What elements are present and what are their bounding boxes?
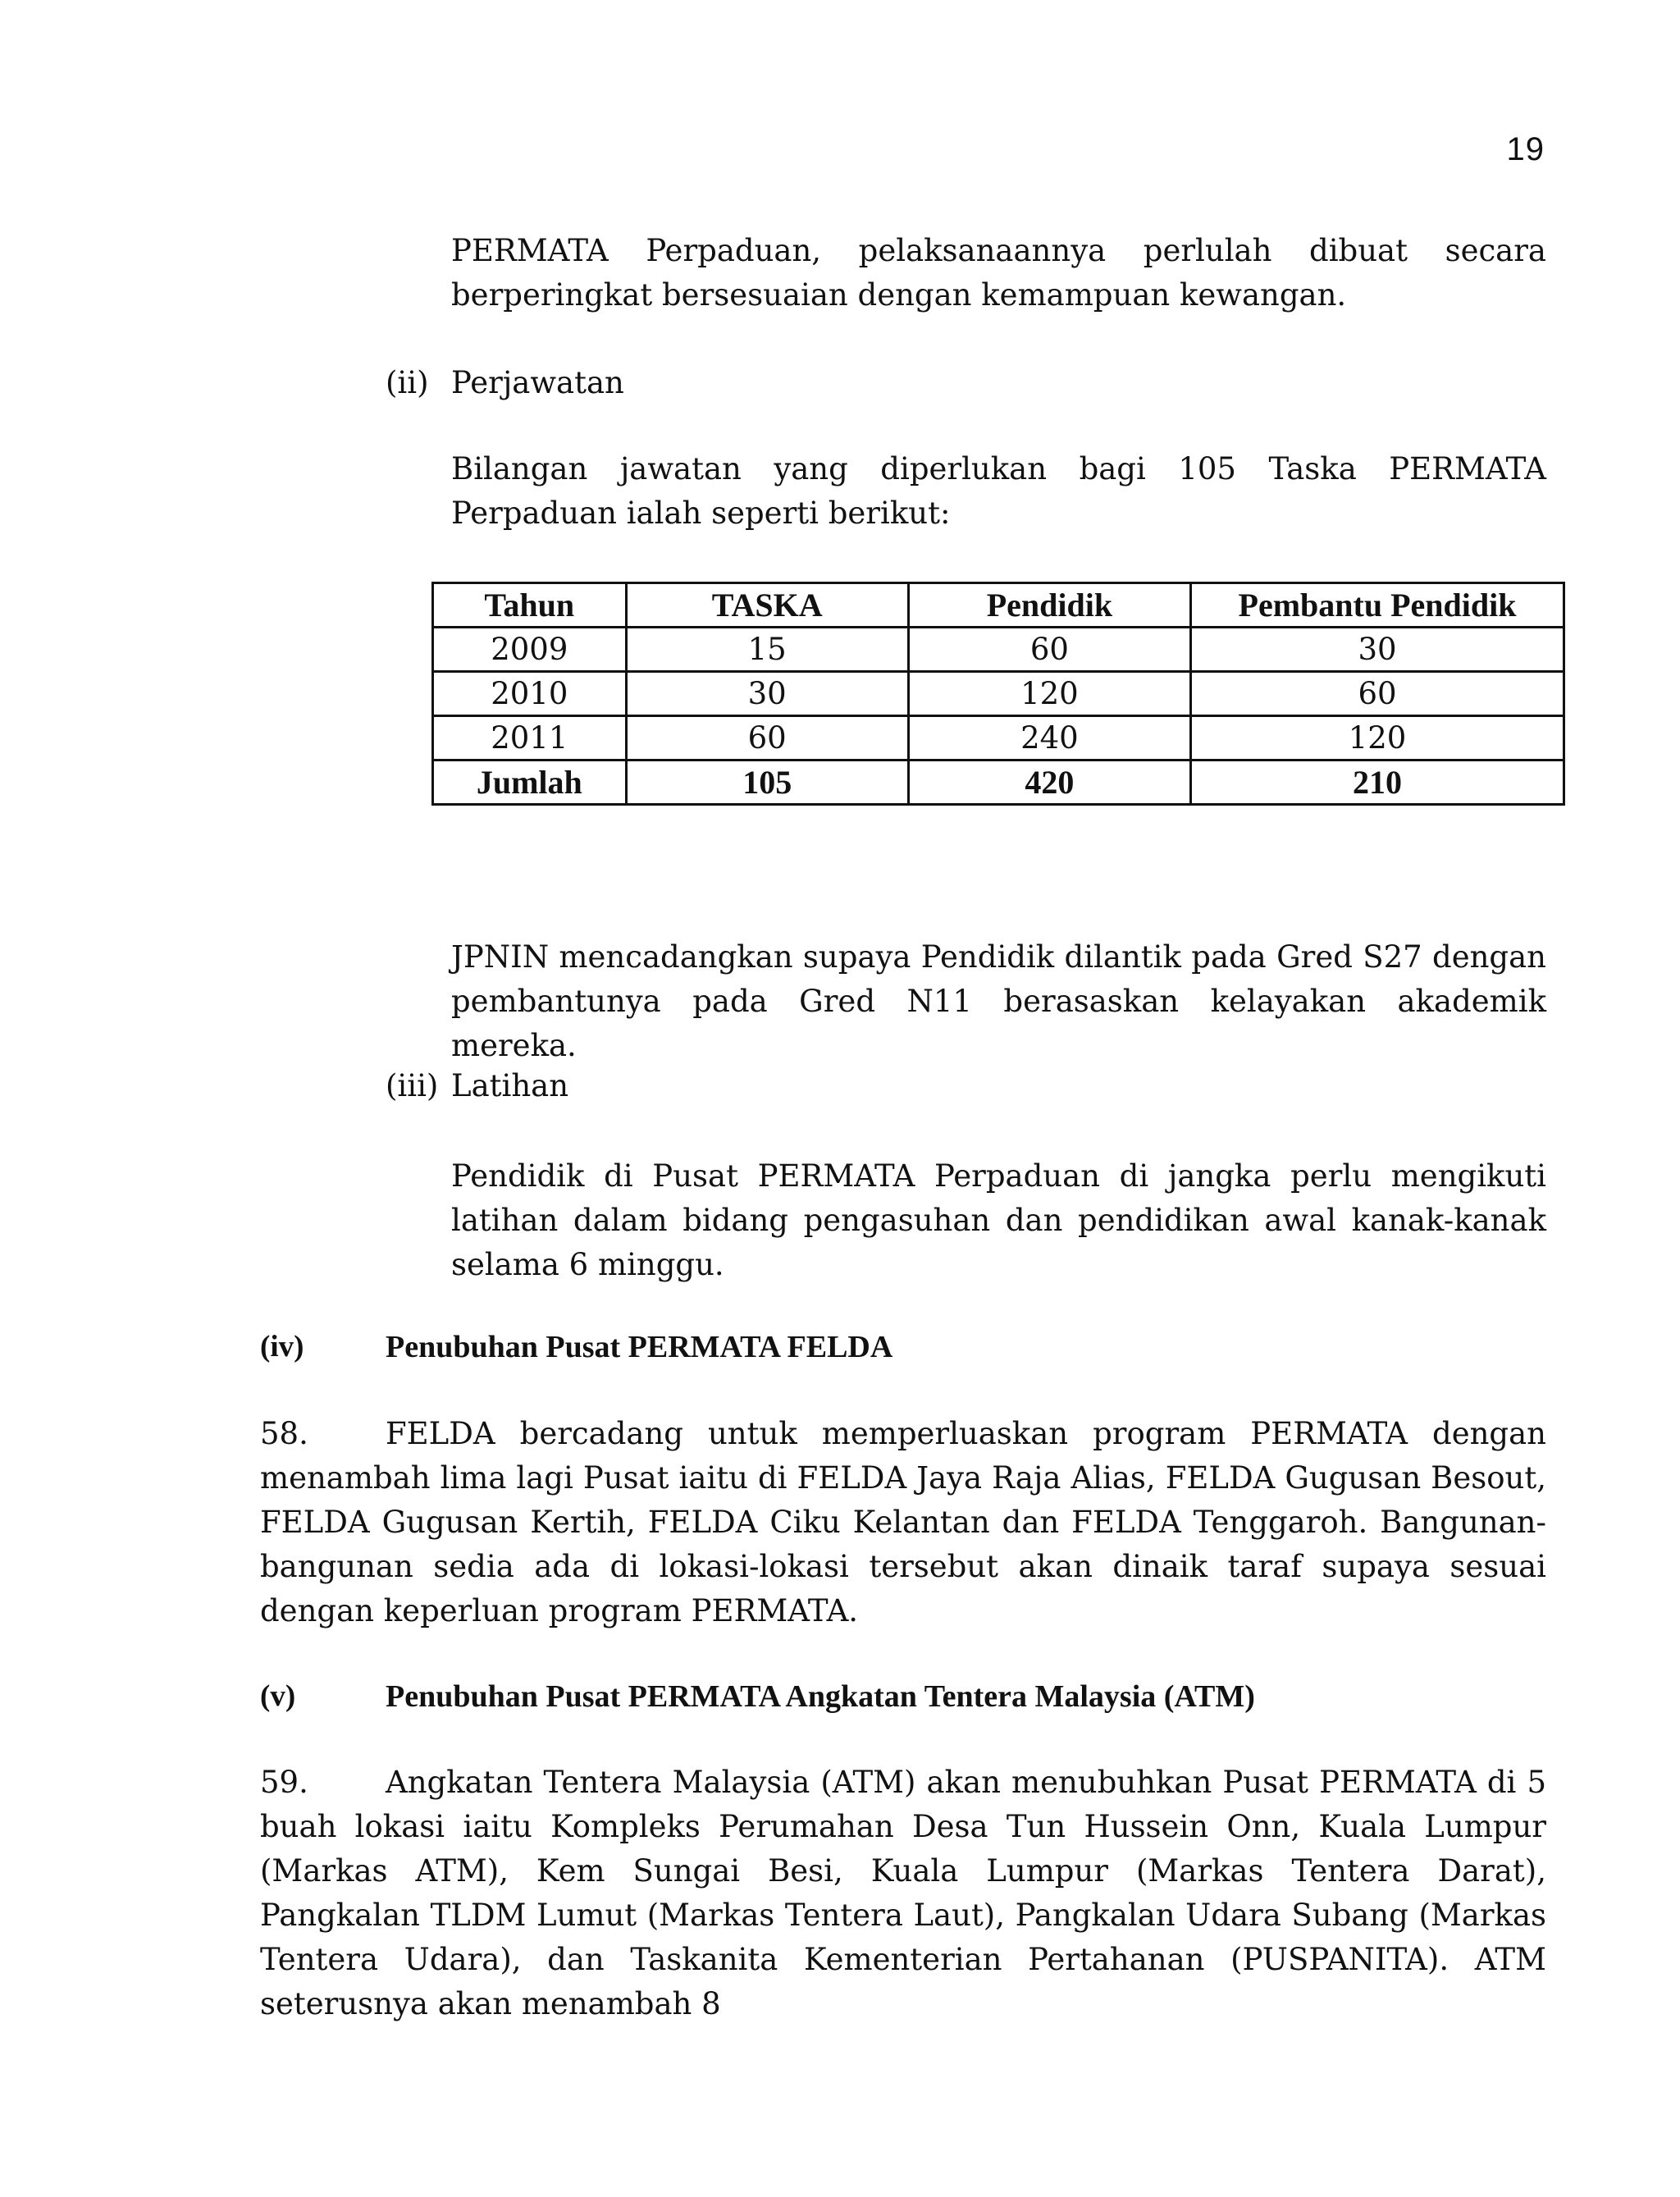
total-taska: 105 (626, 760, 908, 805)
section-iii-body: Pendidik di Pusat PERMATA Perpaduan di jangka perlu mengikuti latihan dalam bidang pengasuhan dan pendidikan awal kanak-kanak selama 6 minggu. (451, 1158, 1546, 1282)
table-total-row (433, 760, 1564, 805)
section-ii-label: (ii) (386, 365, 429, 400)
section-iv-label: (iv) (260, 1330, 304, 1363)
paragraph-number: 58. (260, 1416, 308, 1451)
table-cell: 120 (908, 672, 1190, 716)
total-label: Jumlah (433, 760, 627, 805)
total-pendidik: 420 (908, 760, 1190, 805)
table-cell: 30 (626, 672, 908, 716)
table-cell: 2010 (433, 672, 627, 716)
section-v-title: Penubuhan Pusat PERMATA Angkatan Tentera Malaysia (ATM) (386, 1679, 1255, 1714)
staffing-table (431, 582, 1565, 806)
paragraph-58 (260, 1412, 1546, 1633)
section-ii-note: JPNIN mencadangkan supaya Pendidik dilantik pada Gred S27 dengan pembantunya pada Gred N11 berasaskan kelayakan akademik mereka. (451, 939, 1546, 1063)
total-pembantu-pendidik: 210 (1191, 760, 1564, 805)
table-cell: 2009 (433, 628, 627, 672)
table-cell: 240 (908, 716, 1190, 760)
table-cell: 30 (1191, 628, 1564, 672)
table-cell: 120 (1191, 716, 1564, 760)
paragraph-text: Angkatan Tentera Malaysia (ATM) akan menubuhkan Pusat PERMATA di 5 buah lokasi iaitu Kompleks Perumahan Desa Tun Hussein Onn, Kuala Lumpur (Markas ATM), Kem Sungai Besi, Kuala Lumpur (Markas Tentera Darat), Pangkalan TLDM Lumut (Markas Tentera Laut), Pangkalan Udara Subang (Markas Tentera Udara), dan Taskanita Kementerian Pertahanan (PUSPANITA). ATM seterusnya akan menambah 8 (260, 1765, 1546, 2021)
section-ii-intro: Bilangan jawatan yang diperlukan bagi 105 Taska PERMATA Perpaduan ialah seperti berikut: (451, 451, 1546, 531)
table-row (433, 672, 1564, 716)
header-pembantu-pendidik: Pembantu Pendidik (1191, 583, 1564, 628)
section-v-label: (v) (260, 1679, 296, 1713)
table-cell: 15 (626, 628, 908, 672)
page-number: 19 (1506, 131, 1545, 167)
table-cell: 60 (626, 716, 908, 760)
intro-line-2: berperingkat bersesuaian dengan kemampuan kewangan. (451, 277, 1347, 313)
section-ii-title: Perjawatan (451, 365, 624, 400)
header-taska: TASKA (626, 583, 908, 628)
table-cell: 2011 (433, 716, 627, 760)
section-iii-label: (iii) (386, 1068, 439, 1103)
header-tahun: Tahun (433, 583, 627, 628)
paragraph-number: 59. (260, 1765, 308, 1800)
section-iv-title: Penubuhan Pusat PERMATA FELDA (386, 1330, 893, 1364)
paragraph-59 (260, 1761, 1546, 2026)
table-cell: 60 (908, 628, 1190, 672)
section-iii-title: Latihan (451, 1068, 569, 1103)
table-header-row (433, 583, 1564, 628)
table-cell: 60 (1191, 672, 1564, 716)
table-row (433, 628, 1564, 672)
table-row (433, 716, 1564, 760)
paragraph-text: FELDA bercadang untuk memperluaskan program PERMATA dengan menambah lima lagi Pusat iaitu di FELDA Jaya Raja Alias, FELDA Gugusan Besout, FELDA Gugusan Kertih, FELDA Ciku Kelantan dan FELDA Tenggaroh. Bangunan-bangunan sedia ada di lokasi-lokasi tersebut akan dinaik taraf supaya sesuai dengan keperluan program PERMATA. (260, 1416, 1546, 1628)
intro-line-1: PERMATA Perpaduan, pelaksanaannya perlulah dibuat secara (451, 233, 1546, 268)
header-pendidik: Pendidik (908, 583, 1190, 628)
